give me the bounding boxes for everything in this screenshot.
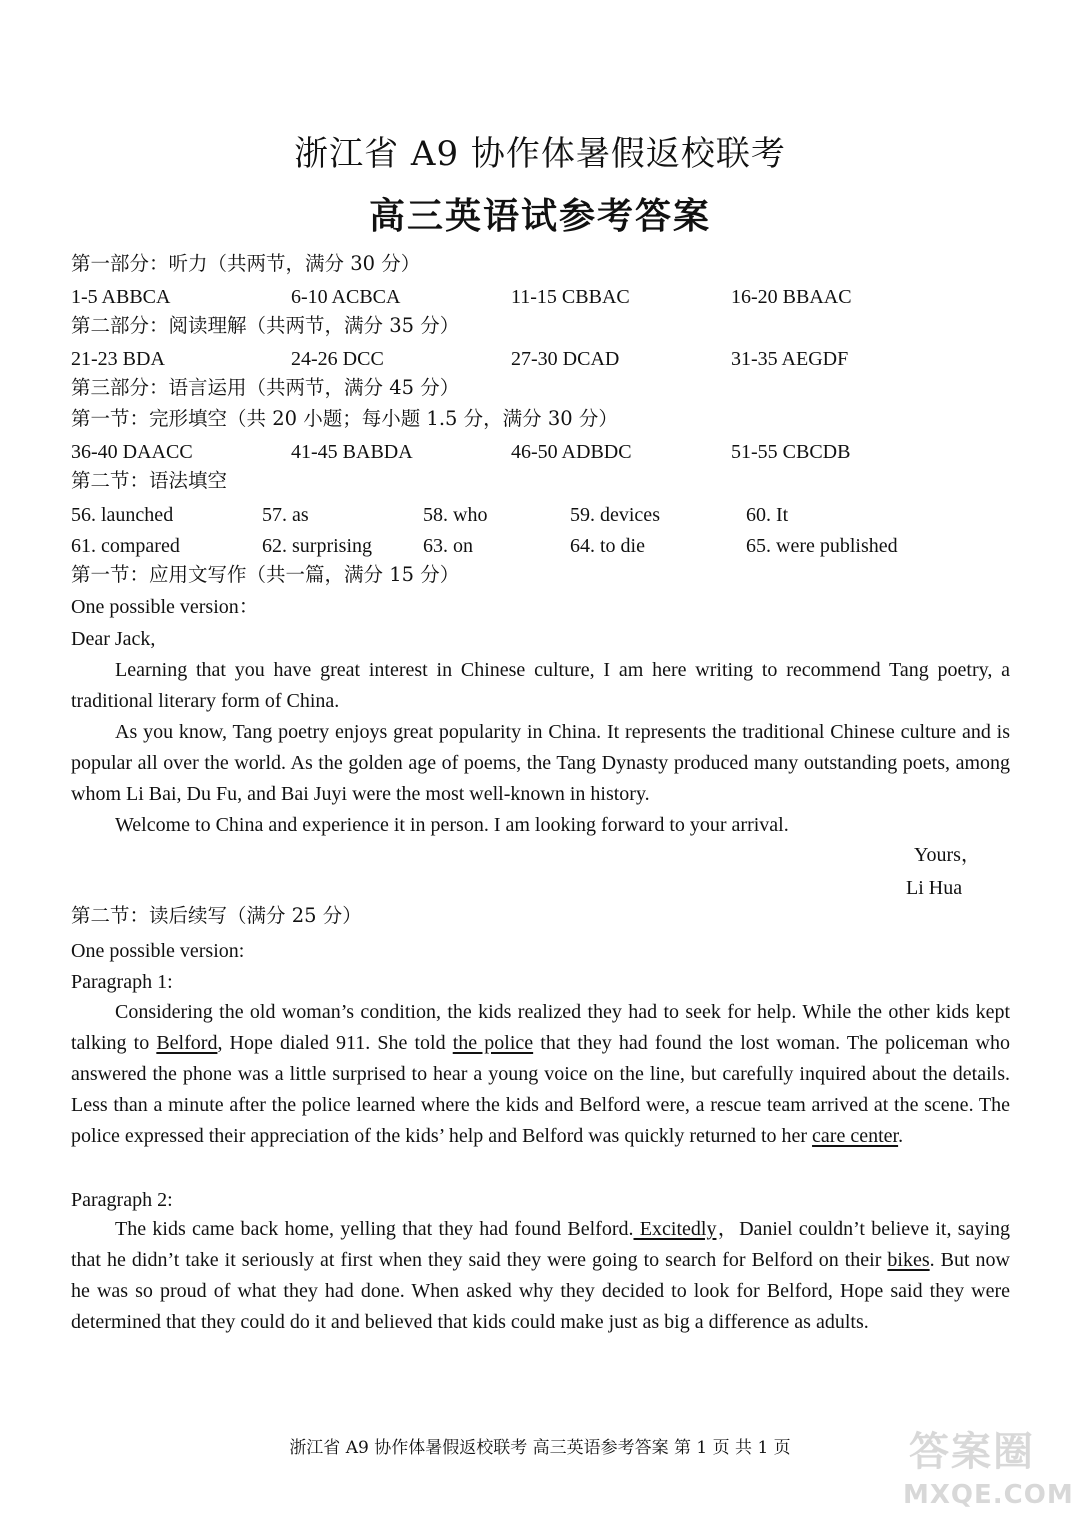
answer-group: 46-50 ADBDC xyxy=(511,441,632,463)
paragraph1-label: Paragraph 1: xyxy=(71,971,173,993)
watermark-text: 答案圈 xyxy=(909,1429,1035,1475)
answer-group: 41-45 BABDA xyxy=(291,441,413,463)
cloze-heading: 第一节：完形填空（共 20 小题；每小题 1.5 分，满分 30 分） xyxy=(71,407,618,430)
grammar-answer: 62. surprising xyxy=(262,535,372,557)
letter-paragraph: Learning that you have great interest in Chinese culture, I am here writing to recommend Tang poetry, a traditional literary form of China. xyxy=(71,659,1010,712)
letter-paragraph: Welcome to China and experience it in person. I am looking forward to your arrival. xyxy=(115,814,789,836)
writing1-heading: 第一节：应用文写作（共一篇，满分 15 分） xyxy=(71,563,460,586)
underlined-word: Belford xyxy=(156,1032,218,1054)
answer-group: 1-5 ABBCA xyxy=(71,286,171,308)
part3-heading: 第三部分：语言运用（共两节，满分 45 分） xyxy=(71,376,460,399)
writing2-version-label: One possible version: xyxy=(71,940,245,962)
document-subtitle: 高三英语试参考答案 xyxy=(368,195,711,237)
paragraph2-label: Paragraph 2: xyxy=(71,1189,173,1211)
answer-group: 24-26 DCC xyxy=(291,348,384,370)
part2-answer-row xyxy=(0,347,1080,371)
grammar-answer: 64. to die xyxy=(570,535,645,557)
writing1-version-label: One possible version： xyxy=(71,596,259,618)
letter-closing: Yours， xyxy=(914,844,981,866)
answer-group: 36-40 DAACC xyxy=(71,441,193,463)
answer-group: 16-20 BBAAC xyxy=(731,286,852,308)
answer-group: 21-23 BDA xyxy=(71,348,165,370)
underlined-word: the police xyxy=(452,1032,534,1054)
answer-group: 11-15 CBBAC xyxy=(511,286,630,308)
underlined-word: bikes xyxy=(887,1249,930,1271)
underlined-word: care center xyxy=(812,1125,899,1147)
watermark-url: MXQE.COM xyxy=(903,1480,1074,1510)
grammar-answer: 58. who xyxy=(423,504,488,526)
continuation-paragraph-1: Considering the old woman’s condition, the kids realized they had to seek for help. While the other kids kept talking to Belford, Hope dialed 911. She told the police that they had found the lost woman. The policeman who answered the phone was a little surprised to hear a young voice on the line, but carefully inquired about the details. Less than a minute after the police learned where the kids and Belford were, a rescue team arrived at the scene. The police expressed their appreciation of the kids’ help and Belford was quickly returned to her care center. xyxy=(71,1001,1010,1147)
continuation-paragraph-2: The kids came back home, yelling that they had found Belford. Excitedly，Daniel couldn’t believe it, saying that he didn’t take it seriously at first when they said they were going to search for Belford on their bikes. But now he was so proud of what they had done. When asked why they decided to look for Belford, Hope said they were determined that they could do it and believed that kids could make just as big a difference as adults. xyxy=(71,1218,1010,1333)
answer-group: 6-10 ACBCA xyxy=(291,286,401,308)
part1-heading: 第一部分：听力（共两节，满分 30 分） xyxy=(71,252,421,275)
grammar-answer: 61. compared xyxy=(71,535,180,557)
grammar-answer: 65. were published xyxy=(746,535,898,557)
page-footer: 浙江省 A9 协作体暑假返校联考 高三英语参考答案 第 1 页 共 1 页 xyxy=(289,1438,791,1458)
answer-group: 27-30 DCAD xyxy=(511,348,620,370)
part1-answer-row xyxy=(0,285,1080,309)
letter-paragraph: As you know, Tang poetry enjoys great popularity in China. It represents the traditional Chinese culture and is popular all over the world. As the golden age of poems, the Tang Dynasty produced many outstanding poets, among whom Li Bai, Du Fu, and Bai Juyi were the most well-known in history. xyxy=(71,721,1010,805)
grammar-answer: 57. as xyxy=(262,504,309,526)
letter-signature: Li Hua xyxy=(906,877,963,899)
document-title: 浙江省 A9 协作体暑假返校联考 xyxy=(294,134,786,174)
grammar-heading: 第二节：语法填空 xyxy=(71,469,228,492)
cloze-answer-row xyxy=(0,440,1080,464)
writing2-heading: 第二节：读后续写（满分 25 分） xyxy=(71,904,362,927)
grammar-answer: 59. devices xyxy=(570,504,660,526)
part2-heading: 第二部分：阅读理解（共两节，满分 35 分） xyxy=(71,314,460,337)
answer-group: 31-35 AEGDF xyxy=(731,348,849,370)
grammar-answer: 63. on xyxy=(423,535,473,557)
grammar-answer: 56. launched xyxy=(71,504,174,526)
letter-salutation: Dear Jack, xyxy=(71,628,156,650)
grammar-answer-row xyxy=(0,534,1080,558)
watermark-logo xyxy=(895,1420,1074,1520)
underlined-word: Excitedly xyxy=(633,1218,717,1240)
grammar-answer-row xyxy=(0,503,1080,527)
grammar-answer: 60. It xyxy=(746,504,789,526)
answer-group: 51-55 CBCDB xyxy=(731,441,851,463)
